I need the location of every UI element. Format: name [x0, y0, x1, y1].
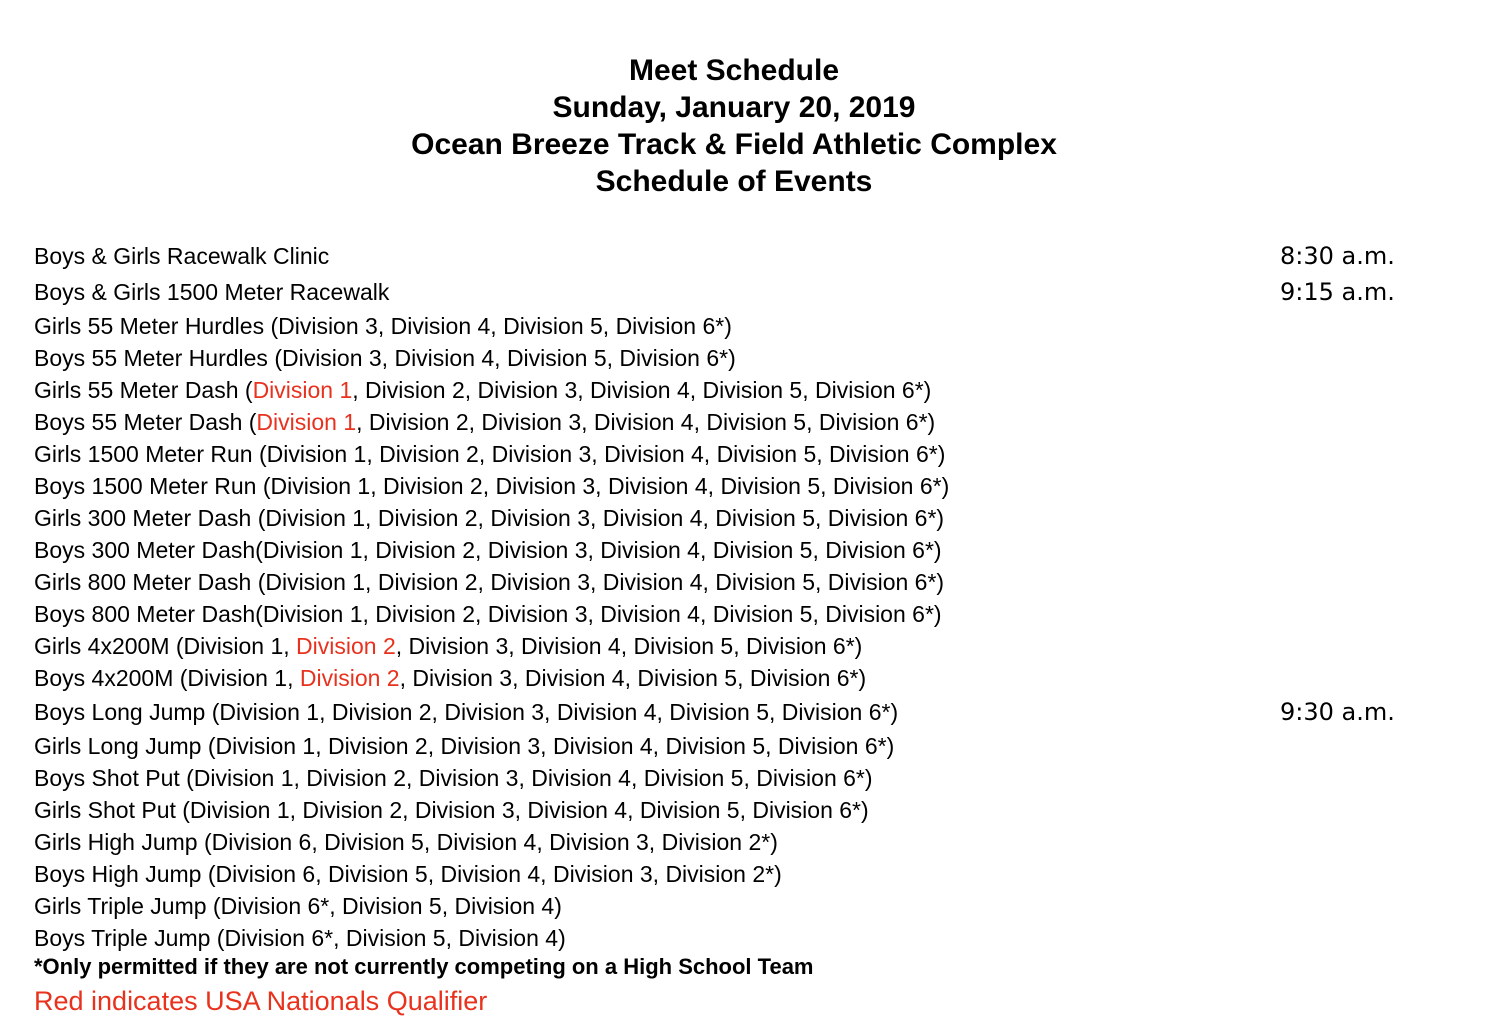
event-name: [34, 441, 945, 467]
event-row: [34, 502, 1454, 534]
event-text: Boys & Girls 1500 Meter Racewalk: [34, 279, 390, 305]
event-list: [34, 238, 1454, 954]
event-row: [34, 342, 1454, 374]
event-name: [34, 537, 942, 563]
event-name: [34, 473, 949, 499]
event-text: Girls High Jump (Division 6, Division 5, Division 4, Division 3, Division 2*): [34, 829, 778, 855]
event-name: [34, 861, 782, 887]
event-name: [34, 313, 732, 339]
event-text: Boys 800 Meter Dash(Division 1, Division 2, Division 3, Division 4, Division 5, Division 6*): [34, 601, 942, 627]
event-row: [34, 470, 1454, 502]
event-text: Boys High Jump (Division 6, Division 5, Division 4, Division 3, Division 2*): [34, 861, 782, 887]
event-row: [34, 630, 1454, 662]
event-text: Boys 300 Meter Dash(Division 1, Division 2, Division 3, Division 4, Division 5, Division 6*): [34, 537, 942, 563]
event-name: [34, 765, 873, 791]
event-row: [34, 762, 1454, 794]
event-row: [34, 890, 1454, 922]
event-time: 9:30 a.m.: [1280, 698, 1395, 726]
event-row: [34, 662, 1454, 694]
qualifier-division: Division 2: [296, 633, 396, 659]
event-text: , Division 2, Division 3, Division 4, Division 5, Division 6*): [356, 409, 936, 435]
event-row: [34, 922, 1454, 954]
event-text: , Division 3, Division 4, Division 5, Division 6*): [399, 665, 867, 691]
event-name: [34, 243, 329, 269]
event-name: [34, 345, 736, 371]
event-text: Girls Triple Jump (Division 6*, Division 5, Division 4): [34, 893, 562, 919]
event-text: Boys 55 Meter Dash (: [34, 409, 257, 435]
event-text: Girls 800 Meter Dash (Division 1, Division 2, Division 3, Division 4, Division 5, Division 6*): [34, 569, 945, 595]
event-name: [34, 409, 935, 435]
event-name: [34, 665, 866, 691]
event-name: [34, 601, 942, 627]
document-header: [0, 52, 1468, 200]
header-date: Sunday, January 20, 2019: [552, 91, 916, 124]
footnote: *Only permitted if they are not currently competing on a High School Team: [34, 954, 814, 979]
event-name: [34, 505, 944, 531]
event-text: Girls 300 Meter Dash (Division 1, Division 2, Division 3, Division 4, Division 5, Division 6*): [34, 505, 945, 531]
event-row: [34, 826, 1454, 858]
event-text: Girls 55 Meter Hurdles (Division 3, Division 4, Division 5, Division 6*): [34, 313, 732, 339]
event-row: [34, 238, 1454, 274]
event-name: [34, 569, 944, 595]
legend-note: Red indicates USA Nationals Qualifier: [34, 986, 488, 1016]
header-venue: Ocean Breeze Track & Field Athletic Complex: [411, 128, 1057, 161]
event-row: [34, 730, 1454, 762]
event-time: 8:30 a.m.: [1280, 242, 1395, 270]
event-text: Boys 1500 Meter Run (Division 1, Division 2, Division 3, Division 4, Division 5, Division 6*): [34, 473, 950, 499]
event-name: [34, 893, 562, 919]
event-text: Boys Triple Jump (Division 6*, Division 5, Division 4): [34, 925, 566, 951]
event-time: 9:15 a.m.: [1280, 278, 1395, 306]
event-text: Girls Shot Put (Division 1, Division 2, Division 3, Division 4, Division 5, Division 6*): [34, 797, 869, 823]
event-text: Girls 55 Meter Dash (: [34, 377, 253, 403]
event-row: [34, 534, 1454, 566]
header-subtitle: Schedule of Events: [595, 165, 873, 198]
event-text: Girls Long Jump (Division 1, Division 2, Division 3, Division 4, Division 5, Division 6*): [34, 733, 895, 759]
event-name: [34, 925, 566, 951]
event-row: [34, 274, 1454, 310]
event-name: [34, 279, 389, 305]
event-name: [34, 733, 894, 759]
event-text: Boys 4x200M (Division 1,: [34, 665, 300, 691]
event-name: [34, 829, 778, 855]
event-row: [34, 858, 1454, 890]
event-row: [34, 374, 1454, 406]
event-text: Girls 1500 Meter Run (Division 1, Division 2, Division 3, Division 4, Division 5, Division 6*): [34, 441, 946, 467]
event-text: Boys 55 Meter Hurdles (Division 3, Division 4, Division 5, Division 6*): [34, 345, 736, 371]
event-text: Boys Shot Put (Division 1, Division 2, Division 3, Division 4, Division 5, Division 6*): [34, 765, 873, 791]
qualifier-division: Division 2: [299, 665, 400, 691]
event-text: Boys Long Jump (Division 1, Division 2, Division 3, Division 4, Division 5, Division 6*): [34, 699, 899, 725]
event-row: [34, 310, 1454, 342]
event-name: [34, 797, 869, 823]
event-row: [34, 694, 1454, 730]
qualifier-division: Division 1: [252, 377, 353, 403]
event-text: , Division 2, Division 3, Division 4, Division 5, Division 6*): [352, 377, 932, 403]
event-row: [34, 438, 1454, 470]
event-row: [34, 566, 1454, 598]
event-text: Boys & Girls Racewalk Clinic: [34, 243, 330, 269]
event-row: [34, 794, 1454, 826]
event-text: , Division 3, Division 4, Division 5, Division 6*): [395, 633, 863, 659]
event-row: [34, 598, 1454, 630]
header-title: Meet Schedule: [628, 54, 840, 87]
event-row: [34, 406, 1454, 438]
event-name: [34, 699, 898, 725]
qualifier-division: Division 1: [256, 409, 357, 435]
event-text: Girls 4x200M (Division 1,: [34, 633, 297, 659]
event-name: [34, 377, 931, 403]
event-name: [34, 633, 862, 659]
